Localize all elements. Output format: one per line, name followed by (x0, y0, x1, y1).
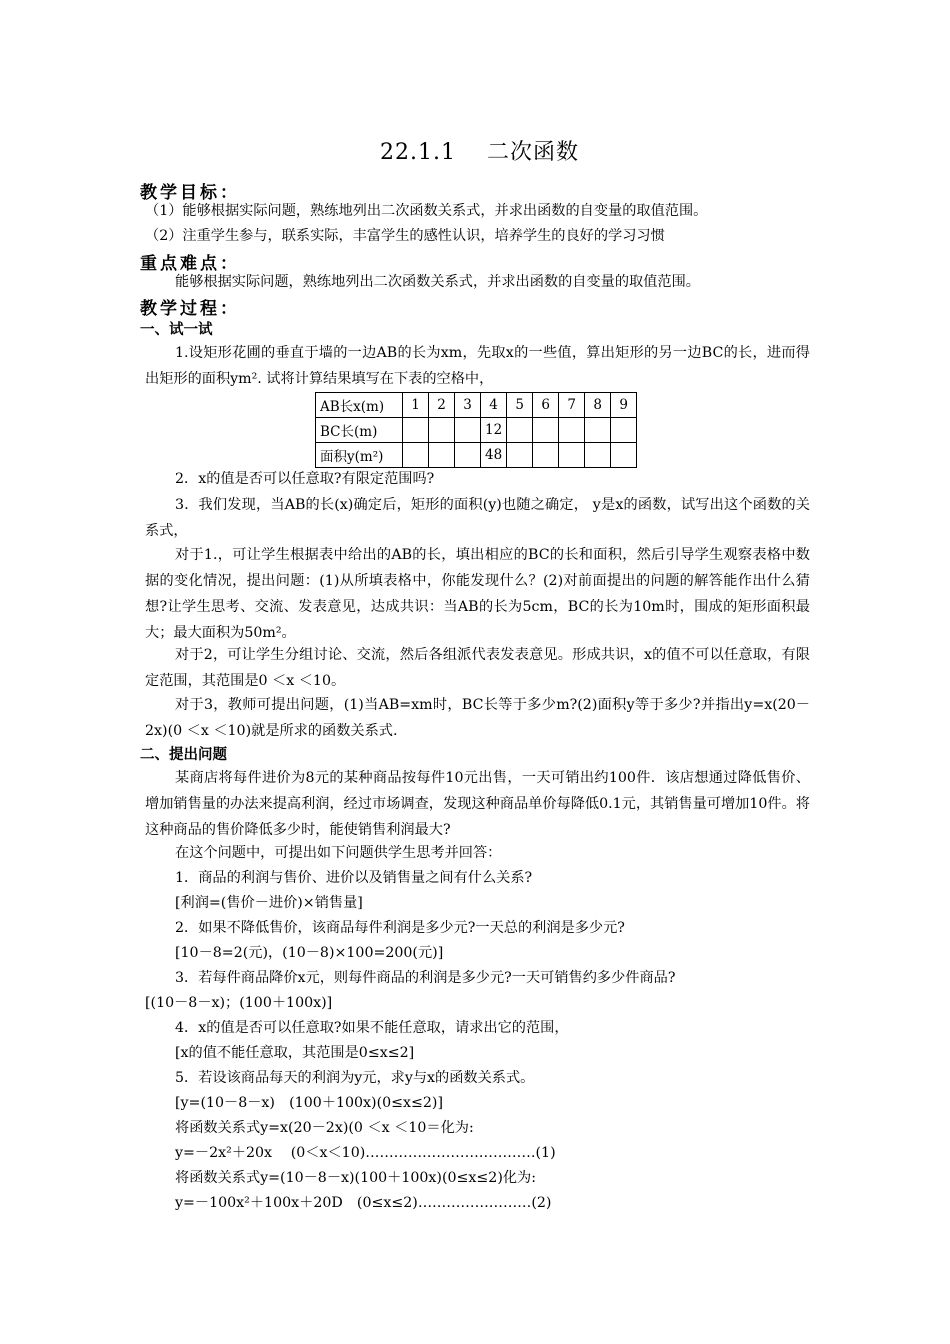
goal-item-2: （2）注重学生参与，联系实际，丰富学生的感性认识，培养学生的良好的学习习惯 (145, 228, 665, 244)
answer-1: 对于1.，可让学生根据表中给出的AB的长，填出相应的BC的长和面积，然后引导学生观察表格中数据的变化情况，提出问题：(1)从所填表格中，你能发现什么？(2)对前面提出的问题的解答能作出什么猜想?让学生思考、交流、发表意见，达成共识：当AB的长为5cm，BC的长为10m时，围成的矩形面积最大；最大面积为50m²。 (145, 547, 810, 641)
table-cell (507, 443, 533, 468)
discussion-lead: 在这个问题中，可提出如下问题供学生思考并回答： (175, 845, 502, 861)
discussion-line: [10－8=2(元)，(10－8)×100=200(元)] (175, 945, 444, 961)
table-cell (403, 418, 429, 443)
table-cell (559, 418, 585, 443)
answer-2: 对于2，可让学生分组讨论、交流，然后各组派代表发表意见。形成共识，x的值不可以任意取，有限定范围，其范围是0 ＜x ＜10。 (145, 647, 810, 689)
table-header-area: 面积y(m²) (316, 443, 403, 468)
table-cell (507, 418, 533, 443)
table-cell (611, 418, 637, 443)
table-cell (455, 418, 481, 443)
discussion-line: [x的值不能任意取，其范围是0≤x≤2] (175, 1045, 415, 1061)
process-heading: 教学过程： (140, 299, 240, 319)
table-cell: 9 (611, 393, 637, 418)
table-row (316, 443, 637, 468)
table-cell (585, 443, 611, 468)
discussion-line: [(10－8－x)；(100＋100x)] (145, 995, 333, 1011)
discussion-line: 将函数关系式y=x(20－2x)(0 ＜x ＜10＝化为: (175, 1120, 474, 1136)
page-title: 22.1.1 二次函数 (380, 140, 579, 165)
table-cell: 3 (455, 393, 481, 418)
table-cell (429, 418, 455, 443)
key-points-text: 能够根据实际问题，熟练地列出二次函数关系式，并求出函数的自变量的取值范围。 (175, 274, 700, 290)
discussion-line: [y=(10－8－x) (100＋100x)(0≤x≤2)] (175, 1095, 444, 1111)
problem-intro: 某商店将每件进价为8元的某种商品按每件10元出售，一天可销出约100件．该店想通过降低售价、增加销售量的办法来提高利润，经过市场调查，发现这种商品单价每降低0.1元，其销售量可增加10件。将这种商品的售价降低多少时，能使销售利润最大? (145, 770, 810, 838)
question-2: 2．x的值是否可以任意取?有限定范围吗? (175, 471, 435, 487)
table-cell: 5 (507, 393, 533, 418)
table-cell (455, 443, 481, 468)
discussion-line: 1．商品的利润与售价、进价以及销售量之间有什么关系? (175, 870, 533, 886)
discussion-line: 4．x的值是否可以任意取?如果不能任意取，请求出它的范围， (175, 1020, 569, 1036)
answer-3: 对于3，教师可提出问题，(1)当AB=xm时，BC长等于多少m?(2)面积y等于多少?并指出y=x(20－2x)(0 ＜x ＜10)就是所求的函数关系式. (145, 697, 810, 739)
table-cell: 8 (585, 393, 611, 418)
table-cell (611, 443, 637, 468)
table-cell (403, 443, 429, 468)
table-cell (559, 443, 585, 468)
discussion-line: 2．如果不降低售价，该商品每件利润是多少元?一天总的利润是多少元? (175, 920, 625, 936)
formula-line-2: y=－100x²＋100x＋20D (0≤x≤2)……………………(2) (175, 1195, 552, 1211)
table-row (316, 418, 637, 443)
table-cell: 48 (481, 443, 507, 468)
table-row (316, 393, 637, 418)
table-header-bc: BC长(m) (316, 418, 403, 443)
table-cell (533, 443, 559, 468)
table-cell: 12 (481, 418, 507, 443)
table-cell (585, 418, 611, 443)
data-table (315, 392, 637, 468)
discussion-line: 5．若设该商品每天的利润为y元，求y与x的函数关系式。 (175, 1070, 535, 1086)
table-cell: 2 (429, 393, 455, 418)
table-cell: 1 (403, 393, 429, 418)
table-cell: 6 (533, 393, 559, 418)
table-cell: 4 (481, 393, 507, 418)
question-3: 3．我们发现，当AB的长(x)确定后，矩形的面积(y)也随之确定， y是x的函数，试写出这个函数的关系式， (145, 497, 810, 539)
table-header-ab: AB长x(m) (316, 393, 403, 418)
table-cell (533, 418, 559, 443)
goal-heading: 教学目标： (140, 183, 240, 203)
table-cell: 7 (559, 393, 585, 418)
formula-line-1: y=－2x²＋20x (0＜x＜10)………………………………(1) (175, 1145, 556, 1161)
discussion-line: [利润=(售价－进价)×销售量] (175, 895, 363, 911)
part2-heading: 二、提出问题 (140, 746, 227, 763)
key-points-heading: 重点难点： (140, 254, 240, 274)
goal-item-1: （1）能够根据实际问题，熟练地列出二次函数关系式，并求出函数的自变量的取值范围。 (145, 203, 708, 219)
question-1: 1.设矩形花圃的垂直于墙的一边AB的长为xm，先取x的一些值，算出矩形的另一边BC的长，进而得出矩形的面积ym². 试将计算结果填写在下表的空格中， (145, 345, 810, 387)
discussion-line: 3．若每件商品降价x元，则每件商品的利润是多少元?一天可销售约多少件商品? (175, 970, 676, 986)
part1-heading: 一、试一试 (140, 321, 213, 338)
table-cell (429, 443, 455, 468)
discussion-line: 将函数关系式y=(10－8－x)(100＋100x)(0≤x≤2)化为: (175, 1170, 537, 1186)
